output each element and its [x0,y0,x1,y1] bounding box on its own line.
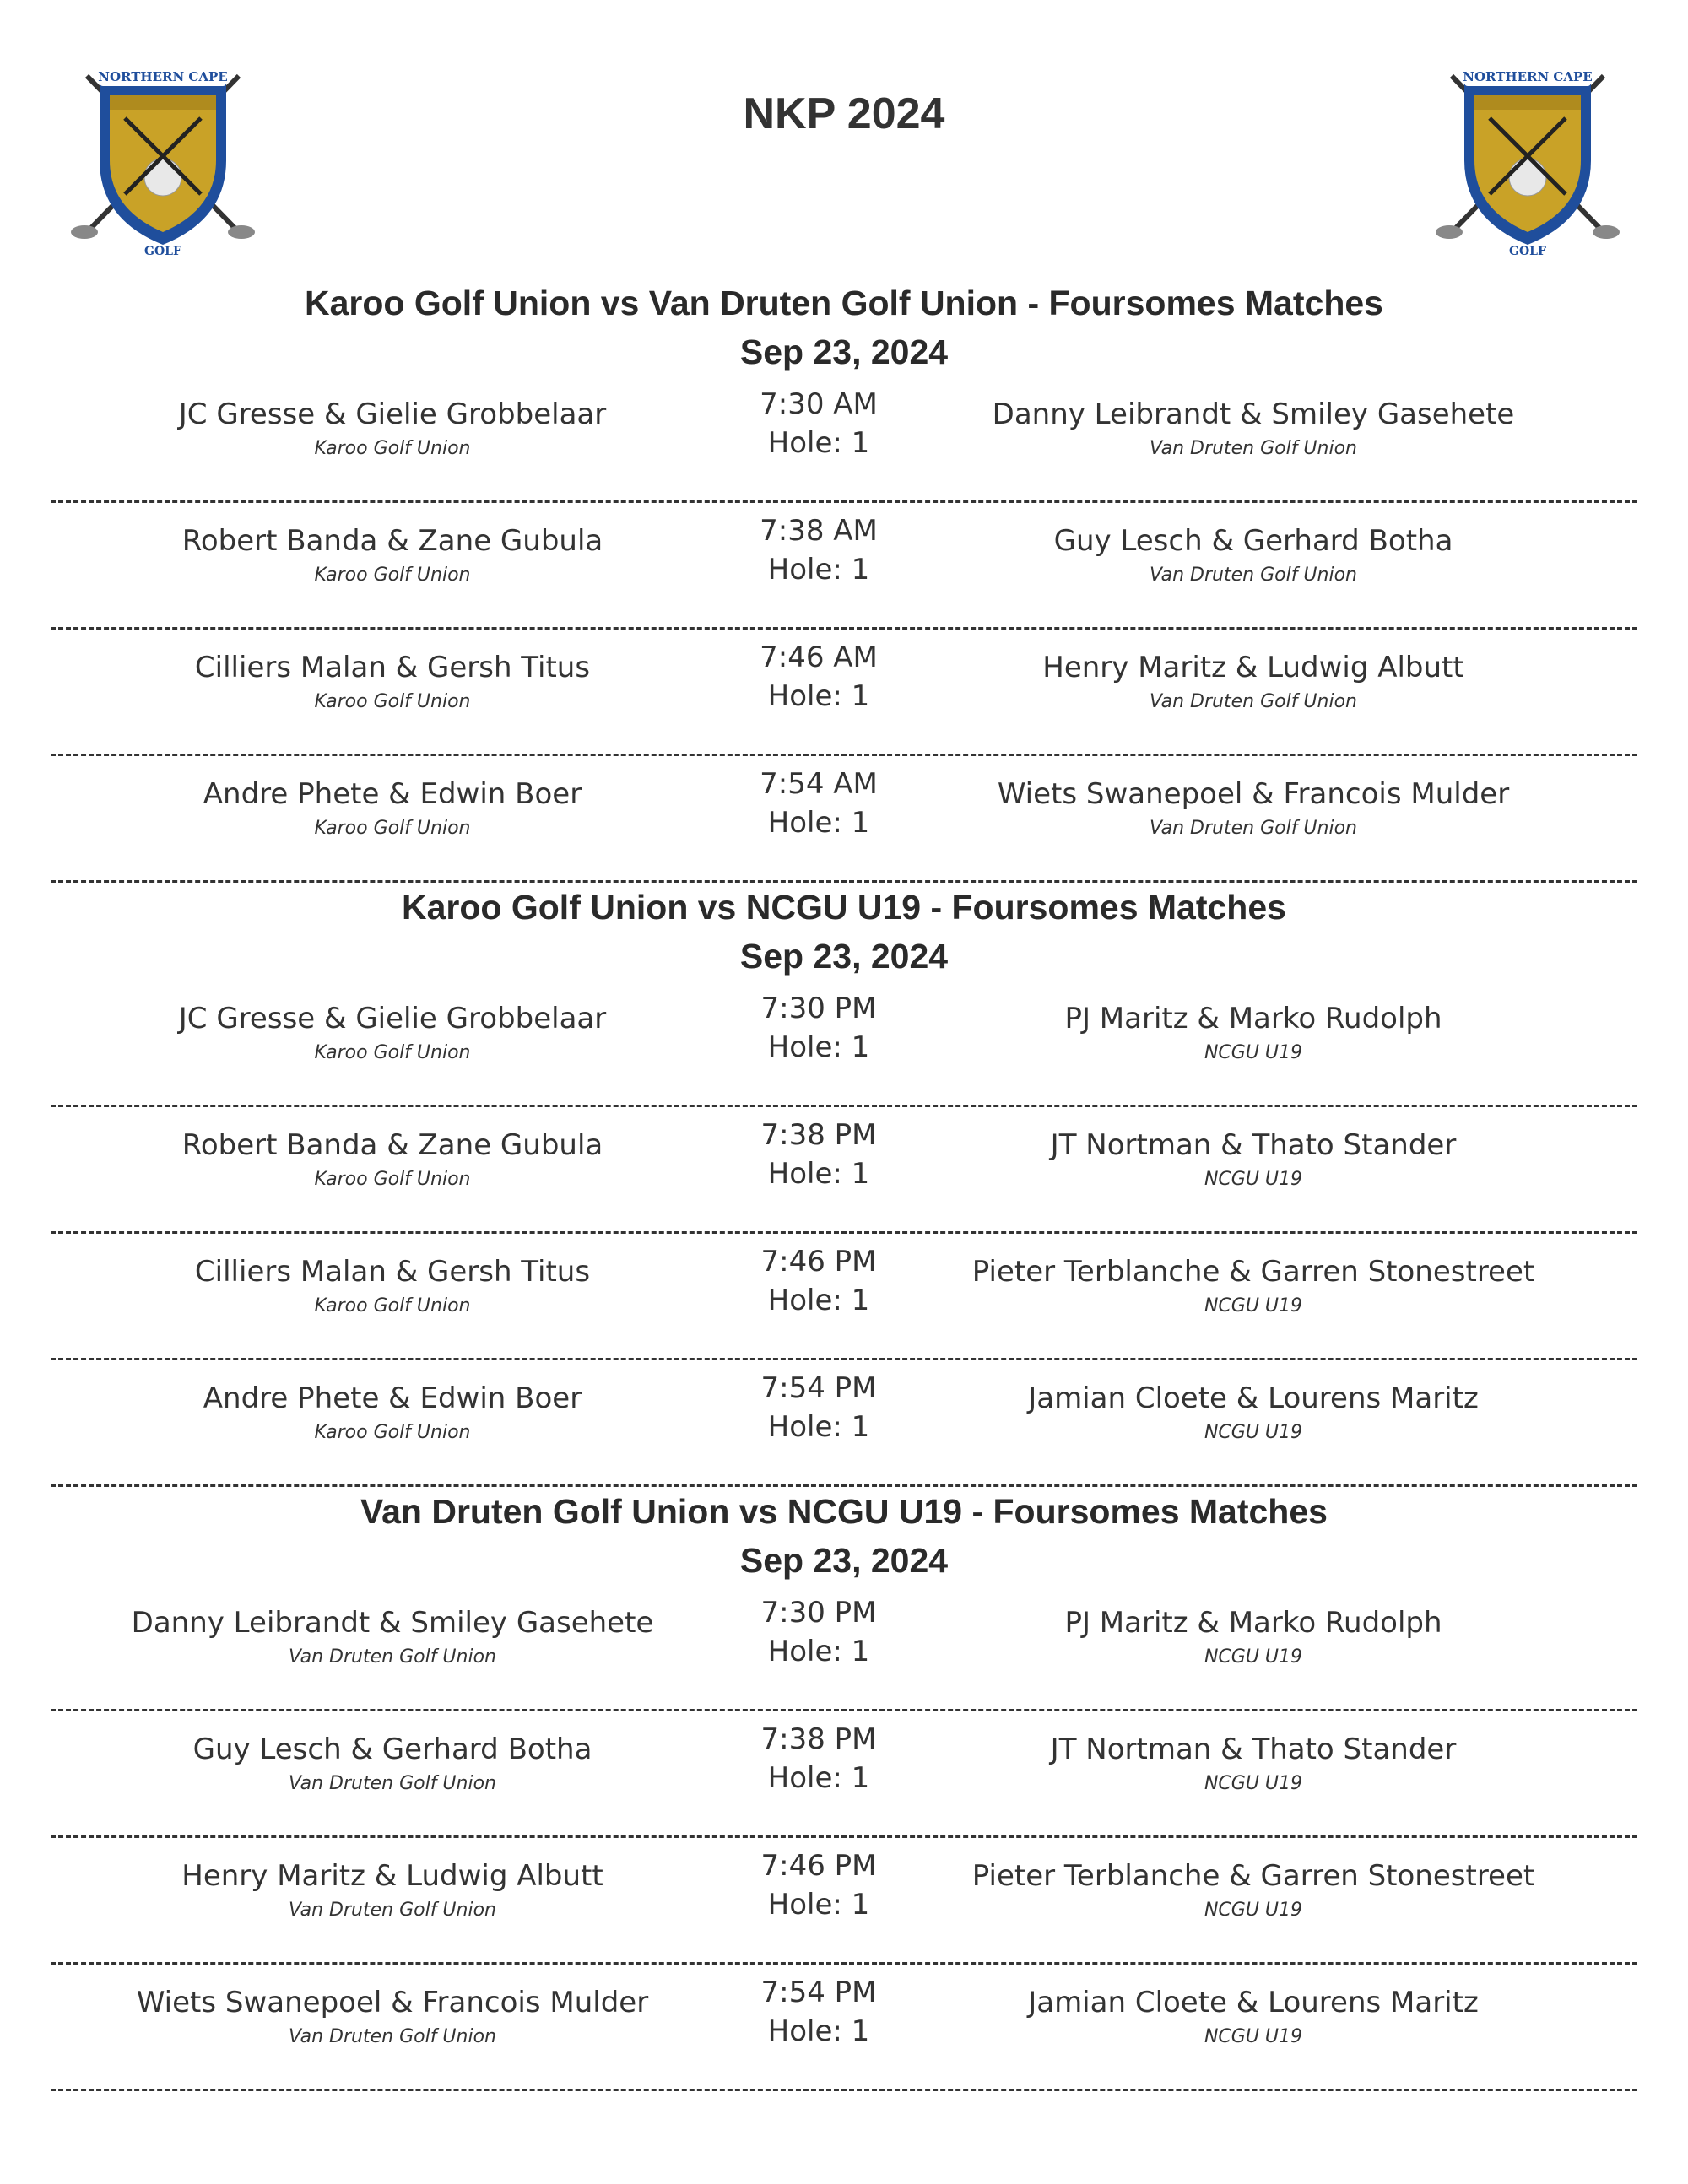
section-title: Karoo Golf Union vs Van Druten Golf Union - Foursomes Matches [305,284,1383,322]
section-date: Sep 23, 2024 [739,332,949,371]
page-title: NKP 2024 [743,89,945,138]
match-row [51,1585,1637,1711]
away-club: NCGU U19 [1204,1295,1303,1316]
away-pair [933,648,1574,717]
section-date: Sep 23, 2024 [739,937,949,976]
tee-info [734,1720,903,1797]
away-players: Jamian Cloete & Lourens Maritz [1028,1381,1479,1415]
tee-hole: Hole: 1 [767,2014,870,2048]
home-club: Karoo Golf Union [314,1169,471,1190]
away-players: PJ Maritz & Marko Rudolph [1064,1002,1442,1035]
home-players: JC Gresse & Gielie Grobbelaar [178,397,607,431]
away-club: NCGU U19 [1204,1773,1303,1794]
away-players: Danny Leibrandt & Smiley Gasehete [992,397,1515,431]
home-players: Cilliers Malan & Gersh Titus [194,1255,591,1289]
match-row [51,1711,1637,1838]
home-club: Karoo Golf Union [314,1422,471,1443]
tee-info [734,1242,903,1320]
away-pair [933,1983,1574,2052]
home-pair [72,395,713,464]
home-players: Henry Maritz & Ludwig Albutt [181,1859,603,1893]
away-club: NCGU U19 [1204,1169,1303,1190]
home-club: Van Druten Golf Union [288,2026,496,2047]
away-players: JT Nortman & Thato Stander [1050,1128,1457,1162]
home-club: Van Druten Golf Union [288,1646,496,1668]
away-players: JT Nortman & Thato Stander [1050,1733,1457,1766]
tee-time: 7:54 PM [760,1371,877,1405]
home-players: Andre Phete & Edwin Boer [203,777,582,811]
home-players: Danny Leibrandt & Smiley Gasehete [131,1606,654,1640]
match-row [51,630,1637,756]
section-title: Karoo Golf Union vs NCGU U19 - Foursomes Matches [402,888,1286,927]
home-club: Karoo Golf Union [314,565,471,586]
tee-hole: Hole: 1 [767,679,870,713]
tee-info [734,638,903,716]
svg-text:GOLF: GOLF [144,245,181,258]
match-row [51,981,1637,1107]
away-club: NCGU U19 [1204,1042,1303,1063]
away-players: Pieter Terblanche & Garren Stonestreet [971,1859,1535,1893]
tee-hole: Hole: 1 [767,806,870,840]
home-players: Cilliers Malan & Gersh Titus [194,651,591,684]
tee-time: 7:38 PM [760,1722,877,1756]
home-pair [72,522,713,591]
away-club: Van Druten Golf Union [1149,438,1357,459]
home-pair [72,1857,713,1926]
section-date: Sep 23, 2024 [739,1541,949,1580]
tee-info [734,511,903,589]
match-row [51,376,1637,503]
tee-hole: Hole: 1 [767,1410,870,1444]
away-pair [933,1603,1574,1673]
tee-time: 7:54 PM [760,1976,877,2009]
tee-info [734,1973,903,2051]
match-row [51,1360,1637,1487]
tee-hole: Hole: 1 [767,1284,870,1317]
match-row [51,1234,1637,1360]
away-club: Van Druten Golf Union [1149,818,1357,839]
away-pair [933,999,1574,1068]
tee-time: 7:54 AM [760,767,878,801]
away-club: NCGU U19 [1204,1422,1303,1443]
away-pair [933,522,1574,591]
away-club: NCGU U19 [1204,2026,1303,2047]
home-pair [72,775,713,844]
schedule [51,278,1637,2091]
tee-time: 7:30 AM [760,387,878,421]
tee-hole: Hole: 1 [767,1635,870,1668]
home-players: JC Gresse & Gielie Grobbelaar [178,1002,607,1035]
home-players: Robert Banda & Zane Gubula [181,1128,603,1162]
home-players: Guy Lesch & Gerhard Botha [192,1733,592,1766]
tee-info [734,1369,903,1446]
home-club: Karoo Golf Union [314,818,471,839]
home-pair [72,1730,713,1799]
home-pair [72,1379,713,1448]
home-club: Van Druten Golf Union [288,1900,496,1921]
away-club: NCGU U19 [1204,1646,1303,1668]
svg-text:NORTHERN CAPE: NORTHERN CAPE [98,69,228,84]
match-row [51,756,1637,883]
home-players: Wiets Swanepoel & Francois Mulder [136,1986,649,2019]
tee-time: 7:30 PM [760,992,877,1025]
tee-info [734,765,903,842]
match-row [51,1107,1637,1234]
away-pair [933,1379,1574,1448]
tee-hole: Hole: 1 [767,1888,870,1922]
away-players: PJ Maritz & Marko Rudolph [1064,1606,1442,1640]
svg-text:GOLF: GOLF [1509,245,1546,258]
away-club: Van Druten Golf Union [1149,691,1357,712]
home-pair [72,999,713,1068]
tee-hole: Hole: 1 [767,426,870,460]
match-row [51,503,1637,630]
away-pair [933,1252,1574,1322]
tee-info [734,1593,903,1671]
tee-info [734,1116,903,1193]
tee-time: 7:38 PM [760,1118,877,1152]
home-players: Andre Phete & Edwin Boer [203,1381,582,1415]
tee-time: 7:30 PM [760,1596,877,1630]
home-club: Karoo Golf Union [314,691,471,712]
tee-time: 7:46 PM [760,1849,877,1883]
home-players: Robert Banda & Zane Gubula [181,524,603,558]
svg-text:NORTHERN CAPE: NORTHERN CAPE [1463,69,1593,84]
away-pair [933,1126,1574,1195]
home-club: Van Druten Golf Union [288,1773,496,1794]
tee-info [734,385,903,462]
away-players: Wiets Swanepoel & Francois Mulder [997,777,1510,811]
tee-time: 7:38 AM [760,514,878,548]
home-pair [72,1603,713,1673]
section-title: Van Druten Golf Union vs NCGU U19 - Foursomes Matches [360,1492,1328,1531]
tee-hole: Hole: 1 [767,1030,870,1064]
home-pair [72,1126,713,1195]
tee-hole: Hole: 1 [767,553,870,587]
away-pair [933,1857,1574,1926]
home-pair [72,1252,713,1322]
tee-info [734,1846,903,1924]
away-players: Henry Maritz & Ludwig Albutt [1042,651,1464,684]
home-club: Karoo Golf Union [314,438,471,459]
away-pair [933,1730,1574,1799]
away-players: Pieter Terblanche & Garren Stonestreet [971,1255,1535,1289]
tee-time: 7:46 AM [760,641,878,674]
home-club: Karoo Golf Union [314,1295,471,1316]
tee-hole: Hole: 1 [767,1157,870,1191]
match-row [51,1838,1637,1965]
away-players: Guy Lesch & Gerhard Botha [1053,524,1453,558]
home-pair [72,1983,713,2052]
away-players: Jamian Cloete & Lourens Maritz [1028,1986,1479,2019]
away-club: Van Druten Golf Union [1149,565,1357,586]
away-pair [933,775,1574,844]
home-pair [72,648,713,717]
home-club: Karoo Golf Union [314,1042,471,1063]
match-row [51,1965,1637,2091]
away-pair [933,395,1574,464]
tee-hole: Hole: 1 [767,1761,870,1795]
tee-info [734,989,903,1067]
away-club: NCGU U19 [1204,1900,1303,1921]
tee-time: 7:46 PM [760,1245,877,1279]
